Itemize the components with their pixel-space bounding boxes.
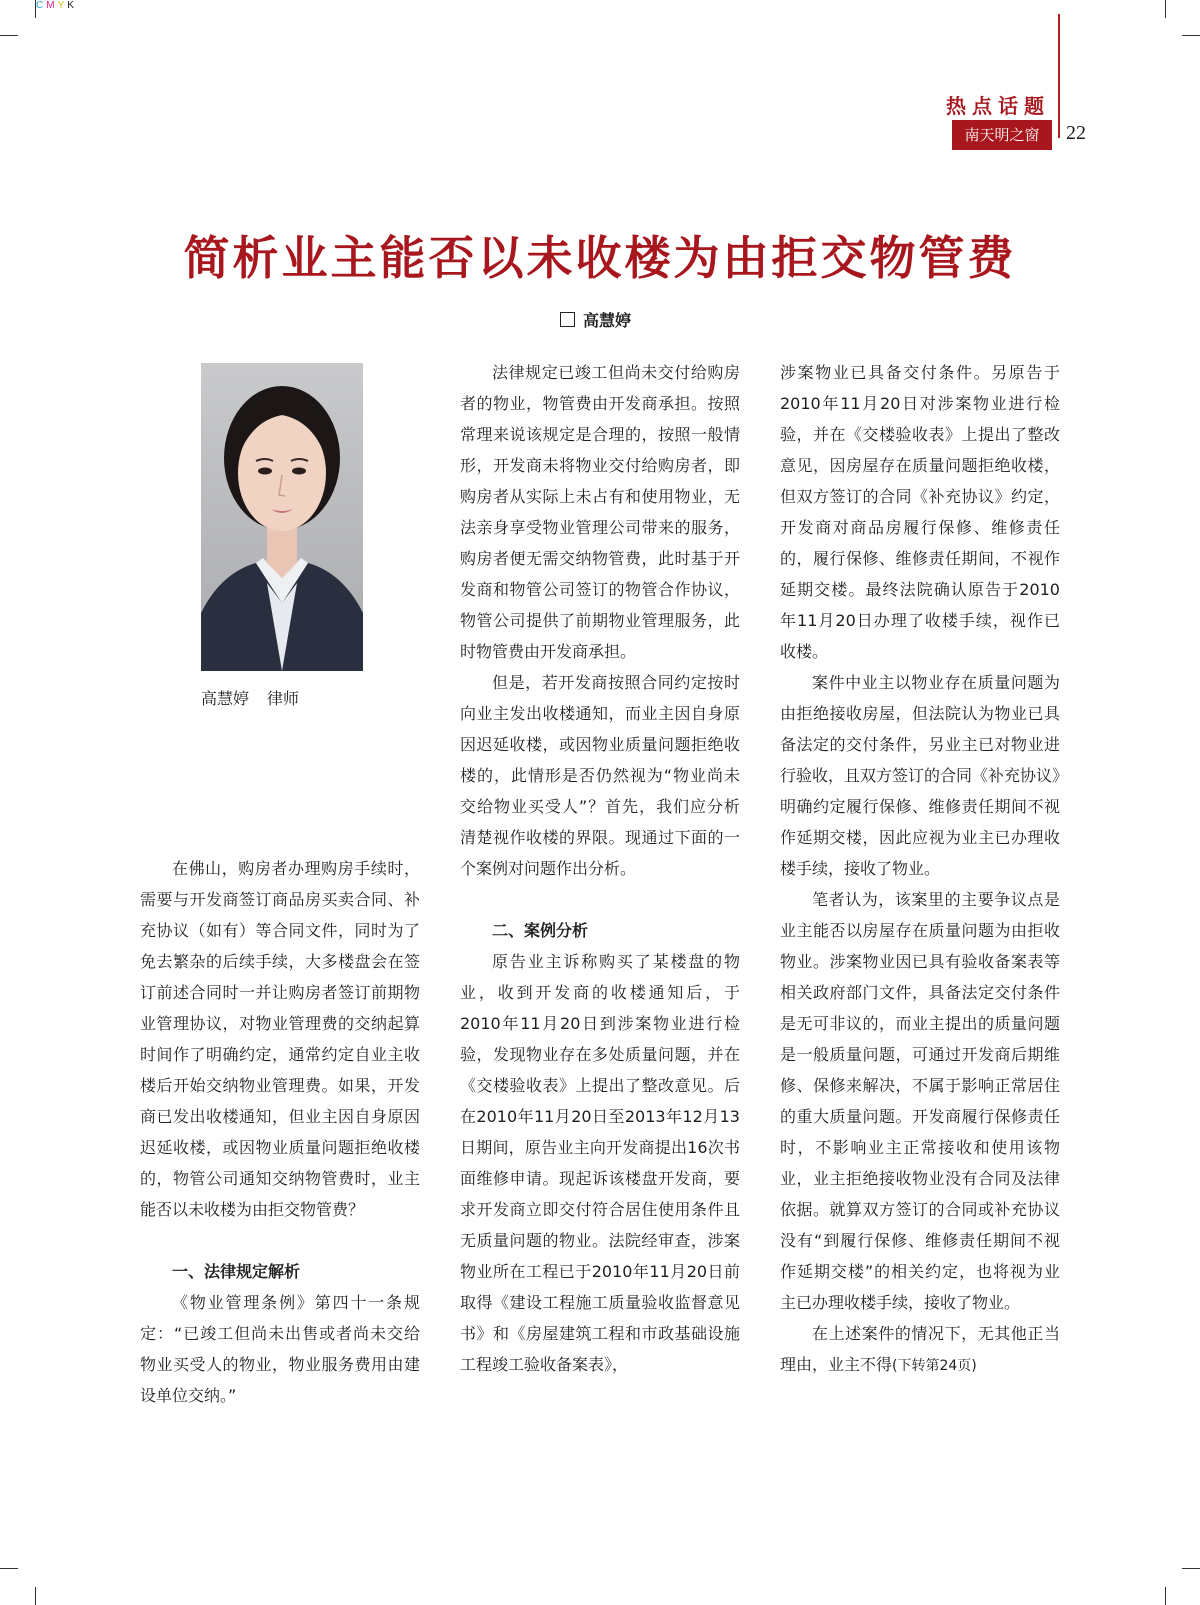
checkbox-square-icon <box>560 312 575 327</box>
crop-mark <box>1165 0 1166 18</box>
closing-text: 在上述案件的情况下，无其他正当理由，业主不得 <box>780 1324 1060 1374</box>
author-name: 高慧婷 <box>583 311 632 330</box>
paragraph: 案件中业主以物业存在质量问题为由拒绝接收房屋，但法院认为物业已具备法定的交付条件，另业主已对物业进行验收，且双方签订的合同《补充协议》明确约定履行保修、维修责任期间不视作延期交楼，因此应视为业主已办理收楼手续，接收了物业。 <box>780 673 1061 878</box>
article-column-2 <box>460 357 740 1380</box>
crop-mark <box>1165 1587 1166 1605</box>
section-heading: 二、案例分析 <box>492 921 589 940</box>
article-column-1 <box>140 853 420 1411</box>
cmyk-label: CMYK <box>36 0 77 11</box>
intro-paragraph: 在佛山，购房者办理购房手续时，需要与开发商签订商品房买卖合同、补充协议（如有）等合同文件，同时为了免去繁杂的后续手续，大多楼盘会在签订前述合同时一并让购房者签订前期物业管理协议，对物业管理费的交纳起算时间作了明确约定，通常约定自业主收楼后开始交纳物业管理费。如果，开发商已发出收楼通知，但业主因自身原因迟延收楼，或因物业质量问题拒绝收楼的，物管公司通知交纳物管费时，业主能否以未收楼为由拒交物管费？ <box>140 859 420 1219</box>
paragraph: 法律规定已竣工但尚未交付给购房者的物业，物管费由开发商承担。按照常理来说该规定是合理的，按照一般情形，开发商未将物业交付给购房者，即购房者从实际上未占有和使用物业，无法亲身享受物业管理公司带来的服务，购房者便无需交纳物管费，此时基于开发商和物管公司签订的物管合作协议，物管公司提供了前期物业管理服务，此时物管费由开发商承担。 <box>460 363 740 661</box>
section-heading: 一、法律规定解析 <box>172 1262 301 1281</box>
article-title: 简析业主能否以未收楼为由拒交物管费 <box>183 231 1017 285</box>
paragraph: 《物业管理条例》第四十一条规定：“已竣工但尚未出售或者尚未交给物业买受人的物业，物业服务费用由建设单位交纳。” <box>140 1293 420 1405</box>
crop-mark <box>1182 35 1200 36</box>
section-title: 热点话题 <box>946 94 1050 118</box>
crop-mark <box>1182 1568 1200 1569</box>
crop-mark <box>0 35 18 36</box>
caption-name: 高慧婷 <box>201 689 250 708</box>
caption-role: 律师 <box>267 689 300 708</box>
continued-note: (下转第24页) <box>892 1358 977 1374</box>
crop-mark <box>0 1568 18 1569</box>
paragraph <box>780 1318 1060 1382</box>
byline <box>560 308 631 331</box>
crop-mark <box>35 1587 36 1605</box>
paragraph: 但是，若开发商按照合同约定按时向业主发出收楼通知，而业主因自身原因迟延收楼，或因物业质量问题拒绝收楼的，此情形是否仍然视为“物业尚未交给物业买受人”？首先，我们应分析清楚视作收楼的界限。现通过下面的一个案例对问题作出分析。 <box>460 673 740 878</box>
paragraph: 原告业主诉称购买了某楼盘的物业，收到开发商的收楼通知后，于2010年11月20日到涉案物业进行检验，发现物业存在多处质量问题，并在《交楼验收表》上提出了整改意见。后在2010年11月20日至2013年12月13日期间，原告业主向开发商提出16次书面维修申请。现起诉该楼盘开发商，要求开发商立即交付符合居住使用条件且无质量问题的物业。法院经审查，涉案物业所在工程已于2010年11月20日前取得《建设工程施工质量验收监督意见书》和《房屋建筑工程和市政基础设施工程竣工验收备案表》， <box>460 952 740 1374</box>
paragraph: 涉案物业已具备交付条件。另原告于2010年11月20日对涉案物业进行检验，并在《交楼验收表》上提出了整改意见，因房屋存在质量问题拒绝收楼，但双方签订的合同《补充协议》约定，开发商对商品房履行保修、维修责任的，履行保修、维修责任期间，不视作延期交楼。最终法院确认原告于2010年11月20日办理了收楼手续，视作已收楼。 <box>780 363 1060 661</box>
paragraph: 笔者认为，该案里的主要争议点是业主能否以房屋存在质量问题为由拒收物业。涉案物业因已具有验收备案表等相关政府部门文件，具备法定交付条件是无可非议的，而业主提出的质量问题是一般质量问题，可通过开发商后期维修、保修来解决，不属于影响正常居住的重大质量问题。开发商履行保修责任时，不影响业主正常接收和使用该物业，业主拒绝接收物业没有合同及法律依据。就算双方签订的合同或补充协议没有“到履行保修、维修责任期间不视作延期交楼”的相关约定，也将视为业主已办理收楼手续，接收了物业。 <box>780 890 1060 1312</box>
column-badge: 南天明之窗 <box>952 120 1052 150</box>
page-number: 22 <box>1066 122 1086 144</box>
author-photo <box>201 363 363 671</box>
article-column-3 <box>780 357 1060 1382</box>
header-rule <box>1058 14 1060 138</box>
photo-caption <box>201 686 317 709</box>
